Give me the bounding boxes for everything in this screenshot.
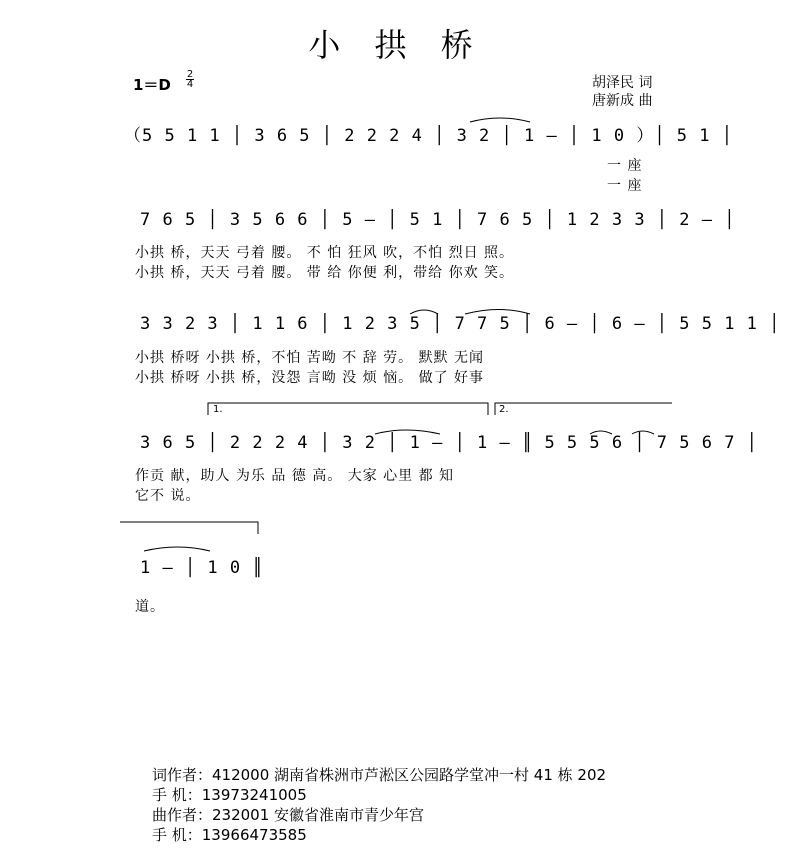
lyrics-row-2-verse-2: 小拱 桥，天天 弓着 腰。 带 给 你便 利，带给 你欢 笑。 bbox=[135, 265, 515, 281]
notation-row-3: 3 3 2 3 │ 1 1 6 │ 1 2 3 5 │ 7 7 5 │ 6 – │ 6 – │ 5 5 1 1 │ bbox=[140, 314, 781, 334]
volta-2-label: 2. bbox=[499, 404, 509, 415]
slur-row3-a bbox=[410, 310, 438, 314]
lyrics-row-4-verse-1: 作贡 献，助人 为乐 品 德 高。 大家 心里 都 知 bbox=[135, 468, 455, 484]
volta-2-bracket bbox=[495, 403, 672, 415]
lyrics-row-3-verse-1: 小拱 桥呀 小拱 桥，不怕 苦呦 不 辞 劳。 默默 无闻 bbox=[135, 350, 485, 366]
slur-row1 bbox=[470, 118, 530, 122]
time-sig-bottom: 4 bbox=[186, 79, 194, 90]
notation-row-1: （5 5 1 1 │ 3 6 5 │ 2 2 2 4 │ 3 2 │ 1 – │ 1 0 ）│ 5 1 │ bbox=[124, 126, 733, 146]
notation-row-2: 7 6 5 │ 3 5 6 6 │ 5 – │ 5 1 │ 7 6 5 │ 1 2 3 3 │ 2 – │ bbox=[140, 210, 736, 230]
footer-lyricist-address: 词作者：412000 湖南省株洲市芦淞区公园路学堂冲一村 41 栋 202 bbox=[152, 766, 607, 784]
slur-row4-c bbox=[632, 431, 654, 434]
lyrics-row-2-verse-1: 小拱 桥，天天 弓着 腰。 不 怕 狂风 吹，不怕 烈日 照。 bbox=[135, 245, 515, 261]
lyrics-row-4-verse-2: 它不 说。 bbox=[135, 488, 201, 504]
slur-row4-a bbox=[375, 430, 440, 434]
lyrics-row-1-verse-1: 一 座 bbox=[607, 158, 643, 174]
lyrics-row-5-verse-1: 道。 bbox=[135, 599, 165, 615]
footer-lyricist-phone: 手 机：13973241005 bbox=[152, 786, 307, 804]
footer-composer-address: 曲作者：232001 安徽省淮南市青少年宫 bbox=[152, 806, 425, 824]
composer-credit: 唐新成 曲 bbox=[592, 93, 653, 109]
volta-1-label: 1. bbox=[213, 404, 223, 415]
lyrics-row-3-verse-2: 小拱 桥呀 小拱 桥，没怨 言呦 没 烦 恼。 做了 好事 bbox=[135, 370, 485, 386]
slur-row3-b bbox=[465, 310, 530, 315]
volta-2-continuation bbox=[120, 522, 258, 534]
lyricist-credit: 胡泽民 词 bbox=[592, 75, 653, 91]
notation-row-4: 3 6 5 │ 2 2 2 4 │ 3 2 │ 1 – │ 1 – ║ 5 5 5 6 │ 7 5 6 7 │ bbox=[140, 433, 758, 453]
lyrics-row-1-verse-2: 一 座 bbox=[607, 178, 643, 194]
time-sig-top: 2 bbox=[186, 69, 194, 80]
volta-1-bracket bbox=[208, 403, 488, 415]
page-title: 小 拱 桥 bbox=[308, 26, 485, 64]
footer-composer-phone: 手 机：13966473585 bbox=[152, 826, 307, 844]
notation-row-5: 1 – │ 1 0 ║ bbox=[140, 558, 264, 578]
key-signature: 1＝D bbox=[133, 76, 171, 94]
slur-row4-b bbox=[590, 431, 612, 434]
slur-row5 bbox=[144, 547, 210, 551]
